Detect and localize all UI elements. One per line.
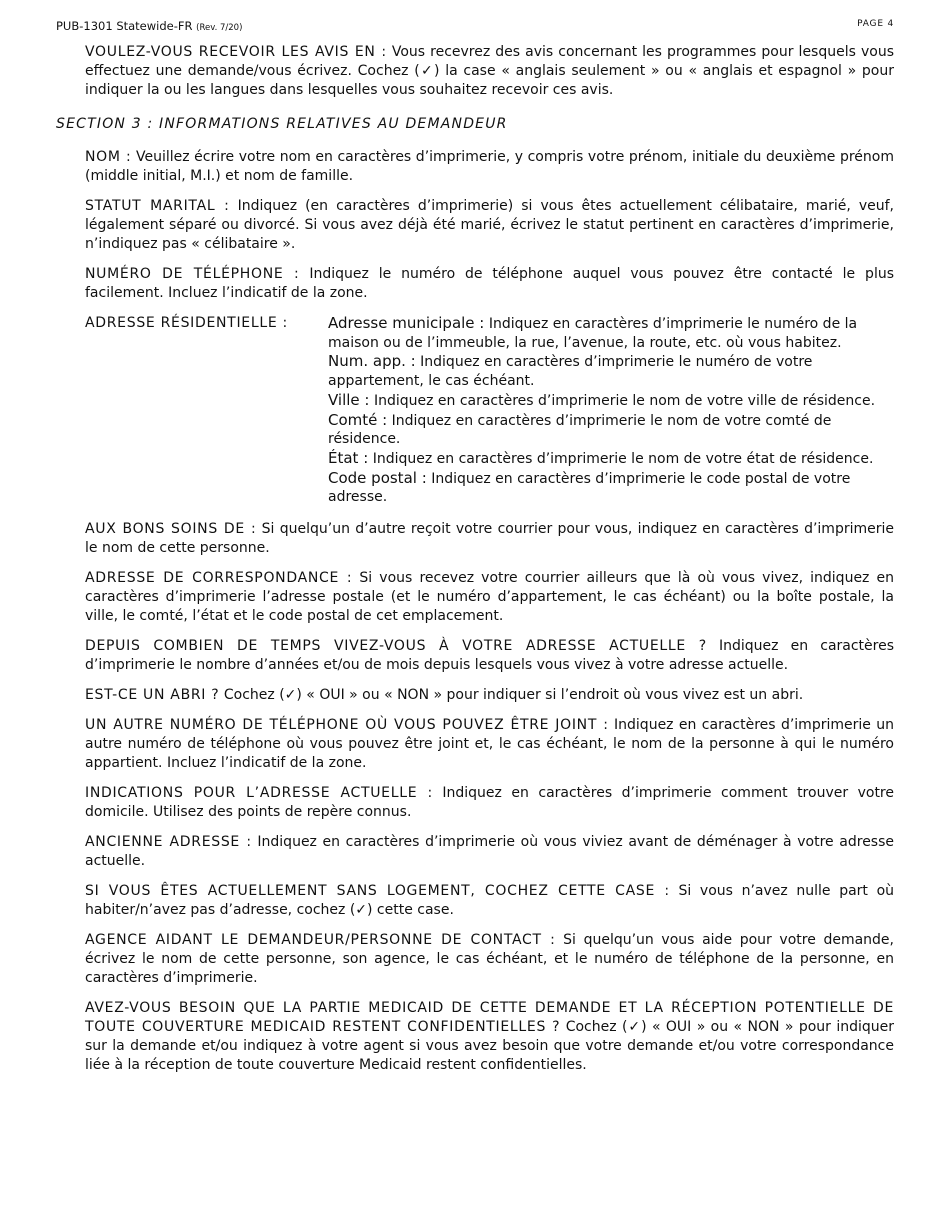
item-marital-status: STATUT MARITAL : Indiquez (en caractères d’imprimerie) si vous êtes actuellement célibataire, marié, veuf, légalement séparé ou divorcé. Si vous avez déjà été marié, écrivez le statut pertinent en caractères d’imprimerie, n’indiquez pas « célibataire ». [85, 198, 894, 252]
item-assisting-agency: AGENCE AIDANT LE DEMANDEUR/PERSONNE DE CONTACT : Si quelqu’un vous aide pour votre demande, écrivez le nom de cette personne, son agence, le cas échéant, et le numéro de téléphone de la personne, en caractères d’imprimerie. [85, 932, 894, 987]
intro-paragraph [85, 43, 894, 100]
page-number: PAGE 4 [857, 19, 894, 29]
residential-address-label: ADRESSE RÉSIDENTIELLE : [85, 315, 288, 331]
section-title: SECTION 3 : INFORMATIONS RELATIVES AU DEMANDEUR [56, 116, 508, 132]
item-mailing-address: ADRESSE DE CORRESPONDANCE : Si vous recevez votre courrier ailleurs que là où vous vivez, indiquez en caractères d’imprimerie l’adresse postale (et le numéro d’appartement, le cas échéant) ou la boîte postale, la ville, le comté, l’état et le code postal de cet emplacement. [85, 570, 895, 625]
item-medicaid-confidential: AVEZ-VOUS BESOIN QUE LA PARTIE MEDICAID DE CETTE DEMANDE ET LA RÉCEPTION POTENTIELLE DE TOUTE COUVERTURE MEDICAID RESTENT CONFIDENTIELLES ? Cochez (✓) « OUI » ou « NON » pour indiquer sur la demande et/ou indiquez à votre agent si vous avez besoin que votre demande et/ou votre correspondance liée à la réception de toute couverture Medicaid restent confidentielles. [85, 1000, 894, 1074]
item-time-at-address: DEPUIS COMBIEN DE TEMPS VIVEZ-VOUS À VOTRE ADRESSE ACTUELLE ? Indiquez en caractères d’imprimerie le nombre d’années et/ou de mois depuis lesquels vous vivez à votre adresse actuelle. [85, 638, 895, 674]
intro-label: VOULEZ-VOUS RECEVOIR LES AVIS EN : [85, 44, 387, 60]
item-shelter: EST-CE UN ABRI ? Cochez (✓) « OUI » ou « NON » pour indiquer si l’endroit où vous vivez est un abri. [85, 687, 804, 704]
intro-text: Vous recevrez des avis concernant les programmes pour lesquels vous effectuez une demande/vous écrivez. Cochez (✓) la case « anglais seulement » ou « anglais et espagnol » pour indiquer la ou les langues dans lesquelles vous souhaitez recevoir ces avis. [85, 44, 895, 98]
item-alternate-phone: UN AUTRE NUMÉRO DE TÉLÉPHONE OÙ VOUS POUVEZ ÊTRE JOINT : Indiquez en caractères d’imprimerie un autre numéro de téléphone où vous pouvez être joint et, le cas échéant, le nom de la personne à qui le numéro appartient. Incluez l’indicatif de la zone. [85, 717, 895, 772]
residential-address-block [85, 314, 894, 507]
item-care-of: AUX BONS SOINS DE : Si quelqu’un d’autre reçoit votre courrier pour vous, indiquez en caractères d’imprimerie le nom de cette personne. [85, 521, 894, 557]
document-body [56, 43, 894, 1075]
address-field-street: Adresse municipale : Indiquez en caractères d’imprimerie le numéro de la maison ou de l’immeuble, la rue, l’avenue, la route, etc. où vous habitez. [328, 314, 858, 351]
address-field-city: Ville : Indiquez en caractères d’imprimerie le nom de votre ville de résidence. [328, 390, 876, 409]
form-id: PUB-1301 Statewide-FR (Rev. 7/20) [56, 19, 243, 33]
item-homeless: SI VOUS ÊTES ACTUELLEMENT SANS LOGEMENT, COCHEZ CETTE CASE : Si vous n’avez nulle part où habiter/n’avez pas d’adresse, cochez (✓) cette case. [85, 883, 895, 919]
item-name: NOM : Veuillez écrire votre nom en caractères d’imprimerie, y compris votre prénom, initiale du deuxième prénom (middle initial, M.I.) et nom de famille. [85, 149, 894, 184]
item-directions: INDICATIONS POUR L’ADRESSE ACTUELLE : Indiquez en caractères d’imprimerie comment trouver votre domicile. Utilisez des points de repère connus. [85, 785, 894, 821]
address-field-county: Comté : Indiquez en caractères d’imprimerie le nom de votre comté de résidence. [328, 410, 832, 448]
address-field-state: État : Indiquez en caractères d’imprimerie le nom de votre état de résidence. [328, 448, 874, 467]
item-phone-number: NUMÉRO DE TÉLÉPHONE : Indiquez le numéro de téléphone auquel vous pouvez être contacté le plus facilement. Incluez l’indicatif de la zone. [85, 266, 894, 301]
address-field-zip: Code postal : Indiquez en caractères d’imprimerie le code postal de votre adresse. [328, 468, 851, 506]
page-header [56, 19, 894, 35]
item-previous-address: ANCIENNE ADRESSE : Indiquez en caractères d’imprimerie où vous viviez avant de déménager à votre adresse actuelle. [85, 834, 895, 870]
address-field-apt: Num. app. : Indiquez en caractères d’imprimerie le numéro de votre appartement, le cas échéant. [328, 352, 813, 390]
residential-address-fields [328, 314, 894, 507]
revision-label: (Rev. 7/20) [196, 23, 243, 33]
